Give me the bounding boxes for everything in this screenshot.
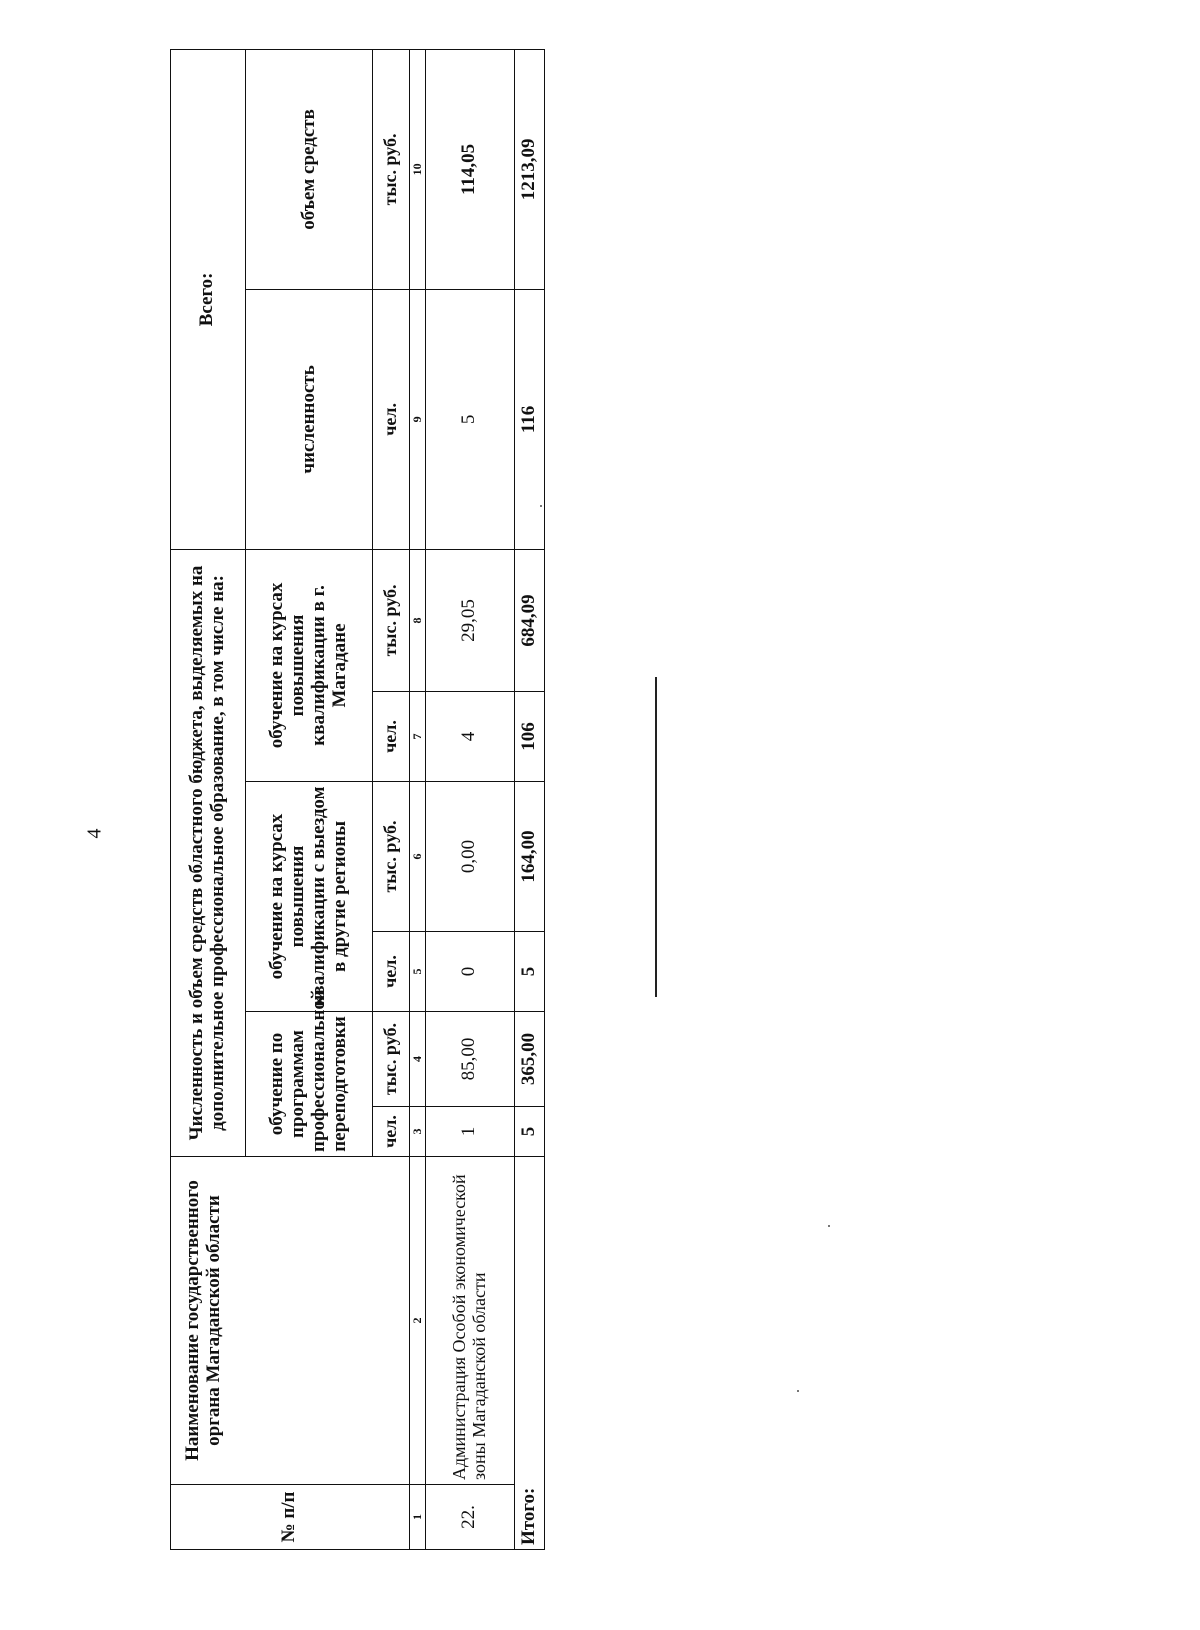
column-number: 1 [409,1485,425,1550]
scan-speck [828,1225,830,1227]
column-number: 9 [409,289,425,549]
header-sub-retraining: обучение по программам профессиональной переподготовки [245,1012,373,1157]
total-cell: 365,00 [515,1012,545,1107]
column-number: 6 [409,782,425,932]
header-name: Наименование государственного органа Магаданской области [171,1157,410,1485]
row-cell: 5 [425,289,515,549]
total-cell: 1213,09 [515,49,545,289]
unit-people: чел. [373,289,409,549]
row-organization-name: Администрация Особой экономической зоны Магаданской области [425,1157,515,1485]
row-cell: 114,05 [425,49,515,289]
row-cell: 29,05 [425,549,515,691]
unit-people: чел. [373,692,409,782]
row-cell: 4 [425,692,515,782]
row-cell: 0 [425,932,515,1012]
column-number: 2 [409,1157,425,1485]
budget-table-rotated [170,50,545,1550]
unit-rub: тыс. руб. [373,549,409,691]
row-cell: 1 [425,1107,515,1157]
header-sub-courses-other-regions: обучение на курсах повышения квалификации с выездом в другие регионы [245,782,373,1012]
table-row [425,49,515,1549]
header-num: № п/п [171,1485,410,1550]
column-number: 8 [409,549,425,691]
budget-table [170,49,545,1550]
total-cell: 116 [515,289,545,549]
row-cell: 85,00 [425,1012,515,1107]
total-cell: 106 [515,692,545,782]
total-cell: 5 [515,1107,545,1157]
unit-people: чел. [373,932,409,1012]
column-number: 4 [409,1012,425,1107]
column-number: 10 [409,49,425,289]
total-label: Итого: [515,1157,545,1550]
separator-line [655,677,657,997]
header-sub-courses-magadan: обучение на курсах повышения квалификации в г. Магадане [245,549,373,781]
unit-people: чел. [373,1107,409,1157]
column-number: 3 [409,1107,425,1157]
total-cell: 164,00 [515,782,545,932]
header-count: численность [245,289,373,549]
unit-rub: тыс. руб. [373,782,409,932]
scan-speck [797,1390,799,1392]
unit-rub: тыс. руб. [373,1012,409,1107]
header-volume: объем средств [245,49,373,289]
total-cell: 684,09 [515,549,545,691]
header-main-group: Численность и объем средств областного бюджета, выделяемых на дополнительное профессиональное образование, в том числе на: [171,549,246,1156]
page-number: 4 [83,828,106,839]
unit-rub: тыс. руб. [373,49,409,289]
header-total-group: Всего: [171,49,246,549]
total-row [515,49,545,1549]
column-number: 7 [409,692,425,782]
total-cell: 5 [515,932,545,1012]
row-cell: 0,00 [425,782,515,932]
row-num: 22. [425,1485,515,1550]
column-number: 5 [409,932,425,1012]
